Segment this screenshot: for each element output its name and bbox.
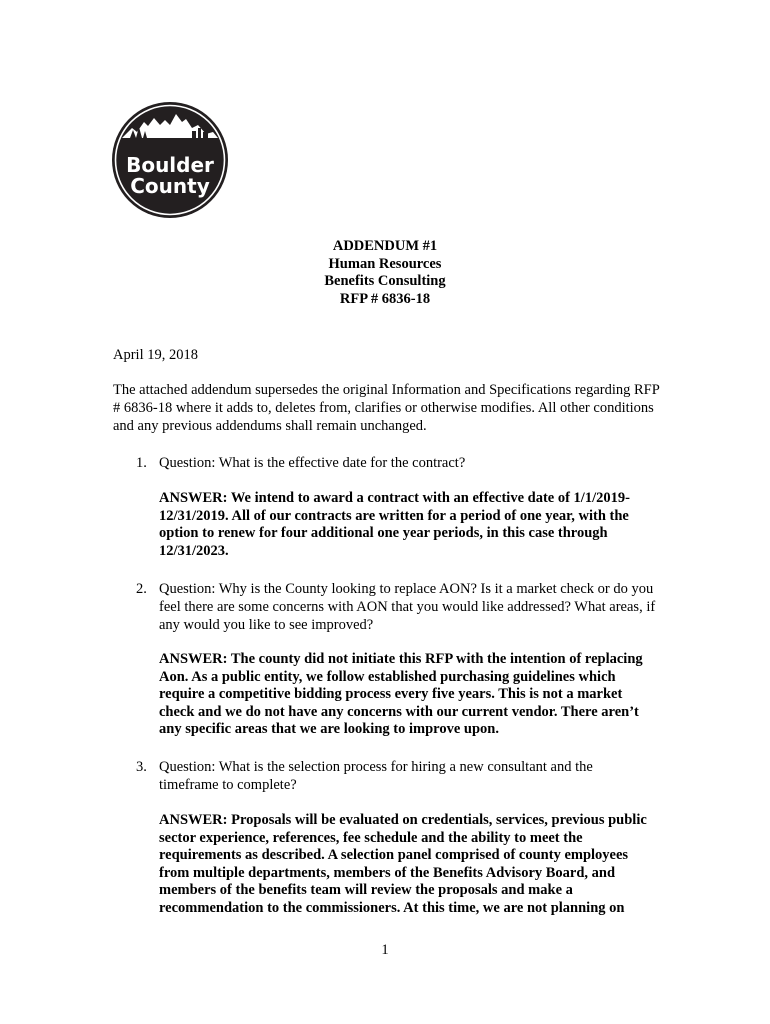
header-subject: Benefits Consulting <box>324 273 446 289</box>
question-number: 3. <box>136 759 147 775</box>
question-text: Question: What is the selection process for hiring a new consultant and the timeframe to complete? <box>159 759 593 793</box>
question-number: 2. <box>136 581 147 597</box>
answer-text: ANSWER: Proposals will be evaluated on credentials, services, previous public sector experience, references, fee schedule and the ability to meet the requirements as described. A selection panel comprised of county employees from multiple departments, members of the Benefits Advisory Board, and members of the benefits team will review the proposals and make a recommendation to the commissioners. At this time, we are not planning on <box>159 812 647 916</box>
question-number: 1. <box>136 455 147 471</box>
answer-text: ANSWER: The county did not initiate this RFP with the intention of replacing Aon. As a public entity, we follow established purchasing guidelines which require a competitive bidding process every five years. This is not a market check and we do not have any concerns with our current vendor. There aren’t any specific areas that we are looking to improve upon. <box>159 651 643 737</box>
logo-text-line2: County <box>130 174 210 198</box>
document-date: April 19, 2018 <box>113 347 198 363</box>
page-number: 1 <box>381 942 389 958</box>
header-addendum: ADDENDUM #1 <box>332 238 438 254</box>
logo-text-line1: Boulder <box>126 153 214 177</box>
header-department: Human Resources <box>328 255 442 272</box>
document-header <box>0 238 770 308</box>
intro-paragraph: The attached addendum supersedes the original Information and Specifications regarding RFP # 6836-18 where it adds to, deletes from, clarifies or otherwise modifies. All other conditions and any previous addendums shall remain unchanged. <box>113 382 660 434</box>
answer-text: ANSWER: We intend to award a contract with an effective date of 1/1/2019-12/31/2019. All of our contracts are written for a period of one year, with the option to renew for four additional one year periods, in this case through 12/31/2023. <box>159 490 630 559</box>
question-text: Question: Why is the County looking to replace AON? Is it a market check or do you feel there are some concerns with AON that you would like addressed? What areas, if any would you like to see improved? <box>159 581 656 633</box>
header-rfp-number: RFP # 6836-18 <box>339 290 431 307</box>
question-text: Question: What is the effective date for the contract? <box>159 455 466 471</box>
boulder-county-logo <box>110 98 230 222</box>
